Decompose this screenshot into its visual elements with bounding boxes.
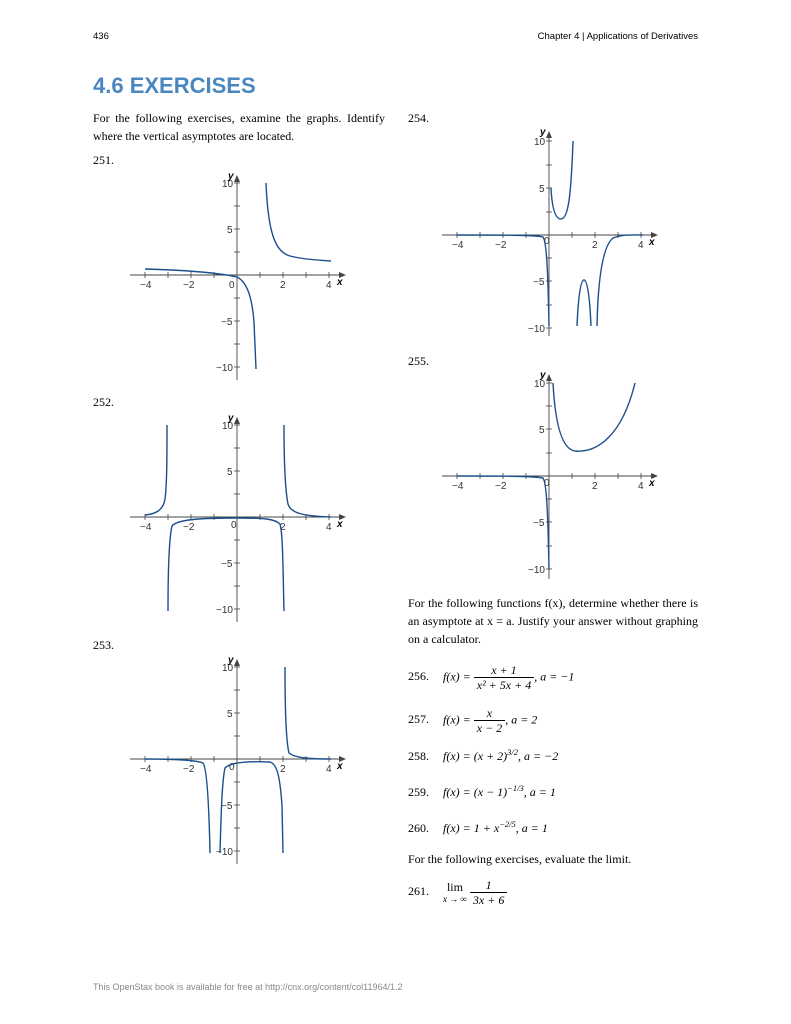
exercise-number: 258.: [408, 749, 429, 763]
exercise-number-251: 251.: [93, 153, 114, 167]
y-tick-label: 10: [534, 379, 546, 390]
equation-base: f(x) = 1 + x: [443, 821, 500, 835]
exponent: −1/3: [507, 783, 524, 793]
function-curve: [597, 235, 643, 326]
equation-tail: , a = −2: [518, 749, 559, 763]
function-curve: [553, 383, 635, 451]
exercise-257: [408, 706, 537, 735]
y-tick-label: 5: [227, 225, 233, 236]
x-tick-label: −2: [183, 764, 195, 775]
x-axis-label: x: [649, 478, 655, 489]
x-tick-label: 4: [326, 764, 332, 775]
y-axis-label: y: [228, 655, 234, 666]
exercise-number: 256.: [408, 669, 429, 684]
y-tick-label: −10: [528, 324, 545, 335]
y-tick-label: 10: [222, 179, 234, 190]
equation-tail: , a = 1: [515, 821, 548, 835]
exercise-number-255: 255.: [408, 354, 429, 368]
section-title: 4.6 EXERCISES: [93, 73, 256, 98]
x-tick-label: 4: [326, 522, 332, 533]
exercise-number-254: 254.: [408, 111, 429, 125]
y-tick-label: −5: [221, 559, 233, 570]
exercise-260: [408, 819, 548, 836]
numerator: x: [474, 706, 505, 721]
exercise-number-252: 252.: [93, 395, 114, 409]
graph-254: [437, 128, 662, 340]
denominator: x − 2: [476, 721, 503, 735]
x-axis-label: x: [337, 519, 343, 530]
graph-251: [125, 172, 350, 384]
y-tick-label: 10: [222, 663, 234, 674]
origin-label: 0: [229, 762, 235, 773]
exercise-261: [408, 878, 507, 907]
graphs-instructions: For the following exercises, examine the graphs. Identify where the vertical asymptotes are located.: [93, 111, 385, 143]
exercise-number: 261.: [408, 884, 429, 899]
denominator: x² + 5x + 4: [476, 678, 532, 692]
numerator: x + 1: [474, 663, 534, 678]
asymptote-instructions: For the following functions f(x), determine whether there is an asymptote at x = a. Justify your answer without graphing on a calculator.: [408, 596, 698, 646]
equation: [443, 749, 558, 763]
equation-base: f(x) = (x − 1): [443, 785, 508, 799]
y-tick-label: −5: [533, 518, 545, 529]
fraction: [474, 706, 505, 735]
x-tick-label: −2: [183, 522, 195, 533]
equation-base: f(x) = (x + 2): [443, 749, 508, 763]
footer-license: This OpenStax book is available for free at http://cnx.org/content/col11964/1.2: [93, 982, 403, 992]
fraction: [474, 663, 534, 692]
limit-instructions: For the following exercises, evaluate the limit.: [408, 852, 632, 866]
y-tick-label: −10: [216, 847, 233, 858]
y-tick-label: 10: [534, 137, 546, 148]
y-tick-label: 10: [222, 421, 234, 432]
axes: [442, 131, 658, 336]
x-tick-label: 2: [592, 240, 598, 251]
equation-lhs: f(x) =: [443, 712, 471, 727]
limit-subscript: x → ∞: [443, 894, 467, 904]
function-curve: [577, 280, 591, 326]
x-tick-label: −4: [140, 280, 152, 291]
equation: [443, 821, 548, 835]
x-tick-label: 2: [280, 522, 286, 533]
graph-255: [437, 371, 662, 583]
x-tick-label: −2: [495, 240, 507, 251]
limit-word: lim: [446, 880, 463, 894]
function-curve: [145, 425, 167, 515]
y-axis-label: y: [540, 370, 546, 381]
x-tick-label: 4: [638, 481, 644, 492]
x-axis-label: x: [649, 237, 655, 248]
x-tick-label: 4: [326, 280, 332, 291]
x-tick-label: 2: [280, 280, 286, 291]
y-tick-label: 5: [539, 184, 545, 195]
equation-tail: , a = 1: [523, 785, 556, 799]
y-axis-label: y: [540, 127, 546, 138]
graph-252: [125, 414, 350, 626]
equation: [443, 785, 556, 799]
x-tick-label: −4: [140, 522, 152, 533]
limit-operator: [443, 881, 467, 904]
exercise-number: 260.: [408, 821, 429, 835]
exponent: −2/5: [499, 819, 516, 829]
x-tick-label: 2: [592, 481, 598, 492]
x-axis-label: x: [337, 761, 343, 772]
numerator: 1: [470, 878, 507, 893]
exercise-256: [408, 663, 574, 692]
exponent: 3/2: [507, 747, 519, 757]
page-number: 436: [93, 31, 109, 42]
origin-label: 0: [229, 280, 235, 291]
y-tick-label: 5: [539, 425, 545, 436]
function-curve: [145, 759, 210, 853]
chapter-header: Chapter 4 | Applications of Derivatives: [537, 31, 698, 42]
equation-tail: , a = 2: [505, 712, 538, 727]
y-tick-label: −5: [221, 801, 233, 812]
exercise-258: [408, 747, 558, 764]
equation-tail: , a = −1: [534, 669, 575, 684]
y-tick-label: −10: [216, 605, 233, 616]
function-curve: [284, 425, 331, 517]
x-tick-label: −2: [183, 280, 195, 291]
y-tick-label: −5: [533, 277, 545, 288]
x-tick-label: 4: [638, 240, 644, 251]
x-tick-label: −2: [495, 481, 507, 492]
graph-253: [125, 656, 350, 868]
exercise-number: 259.: [408, 785, 429, 799]
exercise-number-253: 253.: [93, 638, 114, 652]
x-tick-label: −4: [452, 481, 464, 492]
y-axis-label: y: [228, 171, 234, 182]
function-curve: [266, 183, 331, 261]
axes: [130, 659, 346, 864]
y-tick-label: −10: [528, 565, 545, 576]
equation-lhs: f(x) =: [443, 669, 471, 684]
exercise-259: [408, 783, 556, 800]
fraction: [470, 878, 507, 907]
exercise-number: 257.: [408, 712, 429, 727]
y-tick-label: −10: [216, 363, 233, 374]
y-axis-label: y: [228, 413, 234, 424]
function-curve: [551, 141, 573, 219]
x-tick-label: −4: [140, 764, 152, 775]
function-curve: [285, 667, 331, 759]
origin-label: 0: [231, 520, 237, 531]
origin-label: 0: [544, 236, 550, 247]
y-tick-label: −5: [221, 317, 233, 328]
origin-label: 0: [544, 478, 550, 489]
denominator: 3x + 6: [472, 893, 505, 907]
y-tick-label: 5: [227, 709, 233, 720]
x-tick-label: −4: [452, 240, 464, 251]
axes: [130, 417, 346, 622]
function-curve: [145, 269, 256, 369]
y-tick-label: 5: [227, 467, 233, 478]
x-tick-label: 2: [280, 764, 286, 775]
x-axis-label: x: [337, 277, 343, 288]
